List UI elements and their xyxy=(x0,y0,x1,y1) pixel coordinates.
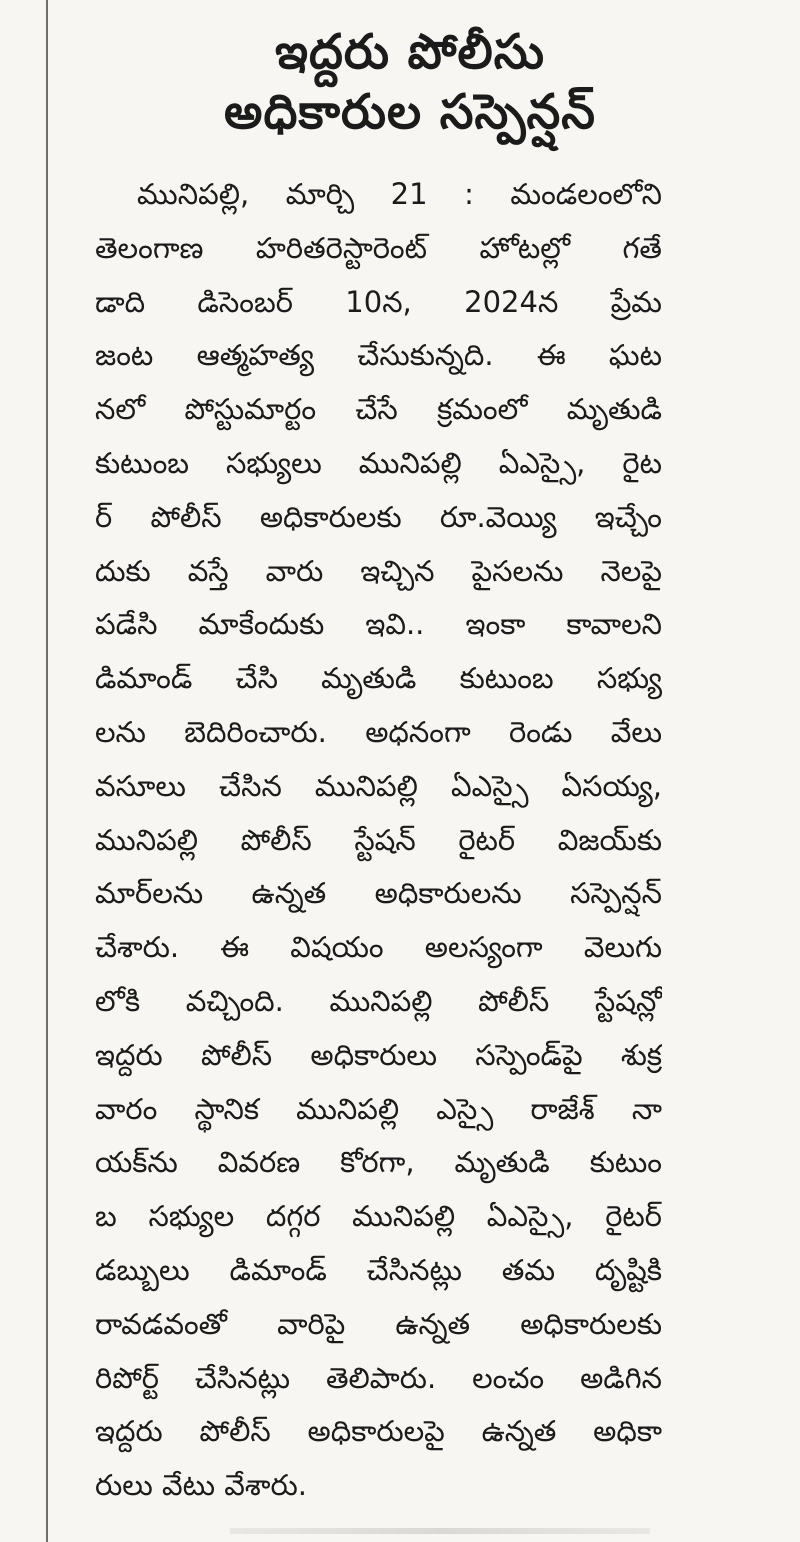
article-line: పడేసి మాకేందుకు ఇవి.. ఇంకా కావాలని xyxy=(95,607,662,642)
article-line: లను బెదిరించారు. అధనంగా రెండు వేలు xyxy=(95,714,662,749)
article-line: కుటుంబ సభ్యులు మునిపల్లి ఏఎస్సై, రైట xyxy=(95,445,662,480)
article-line: డిమాండ్ చేసి మృతుడి కుటుంబ సభ్యు xyxy=(95,661,662,696)
headline xyxy=(110,22,710,142)
article-line: దుకు వస్తే వారు ఇచ్చిన పైసలను నెలపై xyxy=(95,553,662,588)
article-line: ఇద్దరు పోలీస్ అధికారులపై ఉన్నత అధికా xyxy=(95,1414,662,1449)
article-line: రిపోర్ట్ చేసినట్లు తెలిపారు. లంచం అడిగిన xyxy=(95,1360,662,1395)
article-line: డాది డిసెంబర్ 10న, 2024న ప్రేమ xyxy=(95,284,662,319)
article-line: మార్‌లను ఉన్నత అధికారులను సస్పెన్షన్ xyxy=(95,876,662,911)
column-divider xyxy=(46,0,48,1542)
article-line: వారం స్థానిక మునిపల్లి ఎస్సై రాజేశ్ నా xyxy=(95,1091,662,1126)
article-line: యక్‌ను వివరణ కోరగా, మృతుడి కుటుం xyxy=(95,1145,662,1180)
article-line: జంట ఆత్మహత్య చేసుకున్నది. ఈ ఘట xyxy=(95,338,662,373)
headline-line-2: అధికారుల సస్పెన్షన్ xyxy=(224,84,596,140)
article-line: ఇద్దరు పోలీస్ అధికారులు సస్పెండ్‌పై శుక్ర xyxy=(95,1037,662,1072)
article-line: లోకి వచ్చింది. మునిపల్లి పోలీస్ స్టేషన్లో xyxy=(95,983,662,1018)
article-line: మునిపల్లి పోలీస్ స్టేషన్ రైటర్ విజయ్‌కు xyxy=(95,822,662,857)
article-line: తెలంగాణ హరితరెస్టారెంట్ హోటల్లో గతే xyxy=(95,230,662,265)
article-line: రులు వేటు వేశారు. xyxy=(95,1468,307,1503)
article-line: డబ్బులు డిమాండ్ చేసినట్లు తమ దృష్టికి xyxy=(95,1252,662,1287)
article-line: రావడవంతో వారిపై ఉన్నత అధికారులకు xyxy=(95,1306,662,1341)
article-line: ర్ పోలీస్ అధికారులకు రూ.వెయ్యి ఇచ్చేం xyxy=(95,499,662,534)
article-line: మునిపల్లి, మార్చి 21 : మండలంలోని xyxy=(137,177,662,211)
article-line: నలో పోస్టుమార్టం చేసే క్రమంలో మృతుడి xyxy=(95,392,662,427)
article-line: బ సభ్యుల దగ్గర మునిపల్లి ఏఎస్సై, రైటర్ xyxy=(95,1199,662,1234)
headline-line-1: ఇద్దరు పోలీసు xyxy=(274,24,546,80)
article-line: చేశారు. ఈ విషయం అలస్యంగా వెలుగు xyxy=(95,930,662,965)
cropped-text-remnant xyxy=(230,1528,650,1534)
article-body xyxy=(95,168,662,1513)
article-line: వసూలు చేసిన మునిపల్లి ఏఎస్సై ఏసయ్య, xyxy=(95,768,662,803)
